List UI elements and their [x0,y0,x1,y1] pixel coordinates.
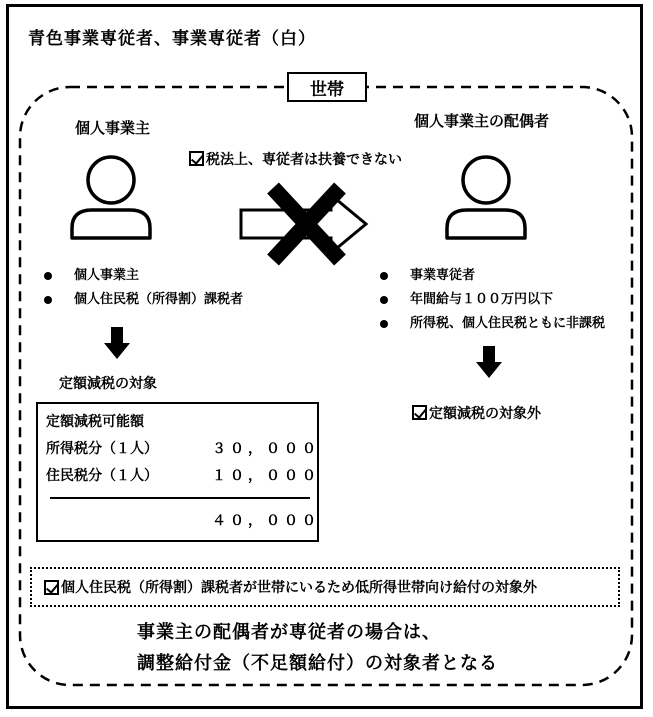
list-item: 個人事業主 [42,267,243,291]
page-title: 青色事業専従者、事業専従者（白） [28,29,316,49]
household-label: 世帯 [287,72,367,102]
person-icon [441,150,531,242]
person-icon [66,150,156,242]
total-amount: ４０，０００ [212,513,320,529]
center-note-text: 税法上、専従者は扶養できない [206,152,402,168]
checkbox-icon [44,580,59,595]
checkbox-icon [412,405,427,420]
arrow-down-icon [104,327,130,359]
income-tax-label: 所得税分（１人） [46,441,158,457]
conclusion-line-2: 調整給付金（不足額給付）の対象者となる [137,653,498,674]
list-item: 事業専従者 [378,267,605,291]
list-item: 個人住民税（所得割）課税者 [42,291,243,315]
left-bullet-list [42,267,243,315]
checkbox-icon [189,151,204,166]
right-result [412,403,541,423]
bottom-note-box [30,567,620,607]
list-item: 年間給与１００万円以下 [378,291,605,315]
sum-divider [50,497,310,499]
blocked-arrow [236,178,376,270]
resident-tax-amount: １０，０００ [212,468,320,484]
right-heading: 個人事業主の配偶者 [414,112,550,130]
resident-tax-label: 住民税分（１人） [46,468,158,484]
tax-box-header: 定額減税可能額 [46,414,144,430]
left-heading: 個人事業主 [75,119,151,137]
arrow-down-icon [476,346,502,378]
income-tax-amount: ３０，０００ [212,441,320,457]
left-target-label: 定額減税の対象 [59,376,157,392]
right-result-text: 定額減税の対象外 [429,406,541,422]
conclusion-line-1: 事業主の配偶者が専従者の場合は、 [137,622,441,643]
right-bullet-list [378,267,605,339]
center-note [189,149,402,169]
list-item: 所得税、個人住民税ともに非課税 [378,315,605,339]
bottom-note-text: 個人住民税（所得割）課税者が世帯にいるため低所得世帯向け給付の対象外 [61,580,537,596]
